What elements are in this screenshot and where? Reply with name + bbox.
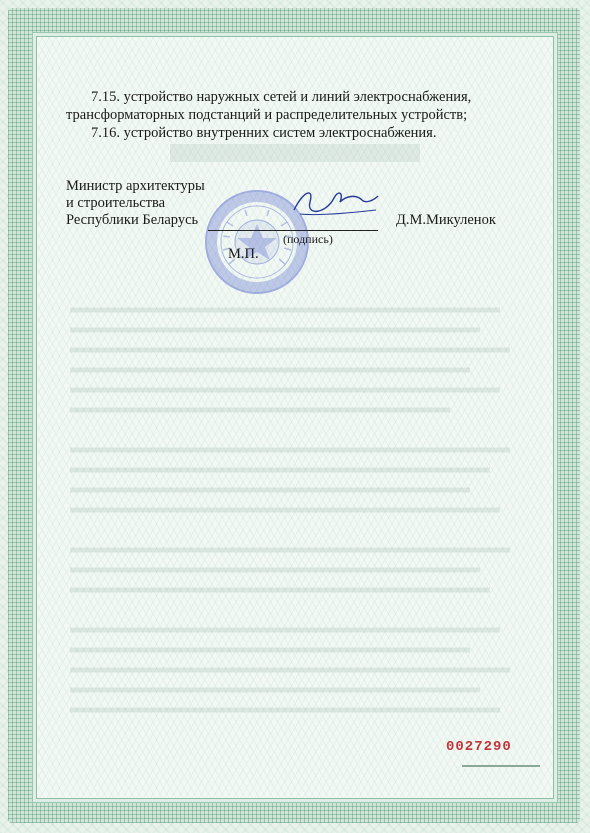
serial-number: 0027290 bbox=[446, 739, 512, 755]
signatory-title-line: и строительства bbox=[66, 195, 166, 211]
signature-icon bbox=[290, 180, 380, 220]
signatory-title-line: Республики Беларусь bbox=[66, 212, 199, 228]
clause-7-15: 7.15. устройство наружных сетей и линий электроснабжения, трансформаторных подстанций и распределительных устройств; bbox=[66, 89, 472, 123]
printer-imprint-mark bbox=[462, 763, 542, 769]
handwritten-signature bbox=[290, 180, 380, 225]
signatory-name: Д.М.Микуленок bbox=[396, 212, 496, 228]
signature-line bbox=[208, 230, 378, 231]
clauses-block bbox=[66, 88, 536, 142]
signatory-title-line: Министр архитектуры bbox=[66, 178, 205, 194]
background-watermark-title bbox=[170, 138, 430, 175]
printer-imprint bbox=[462, 763, 542, 771]
background-watermark-pattern bbox=[70, 300, 530, 740]
clause-7-16: 7.16. устройство внутренних систем электроснабжения. bbox=[91, 125, 437, 141]
watermark-lines bbox=[70, 300, 530, 740]
signatory-title bbox=[66, 178, 205, 229]
signature-caption: (подпись) bbox=[283, 232, 333, 246]
watermark-title-shape bbox=[170, 138, 430, 168]
stamp-place-label: М.П. bbox=[228, 246, 259, 262]
